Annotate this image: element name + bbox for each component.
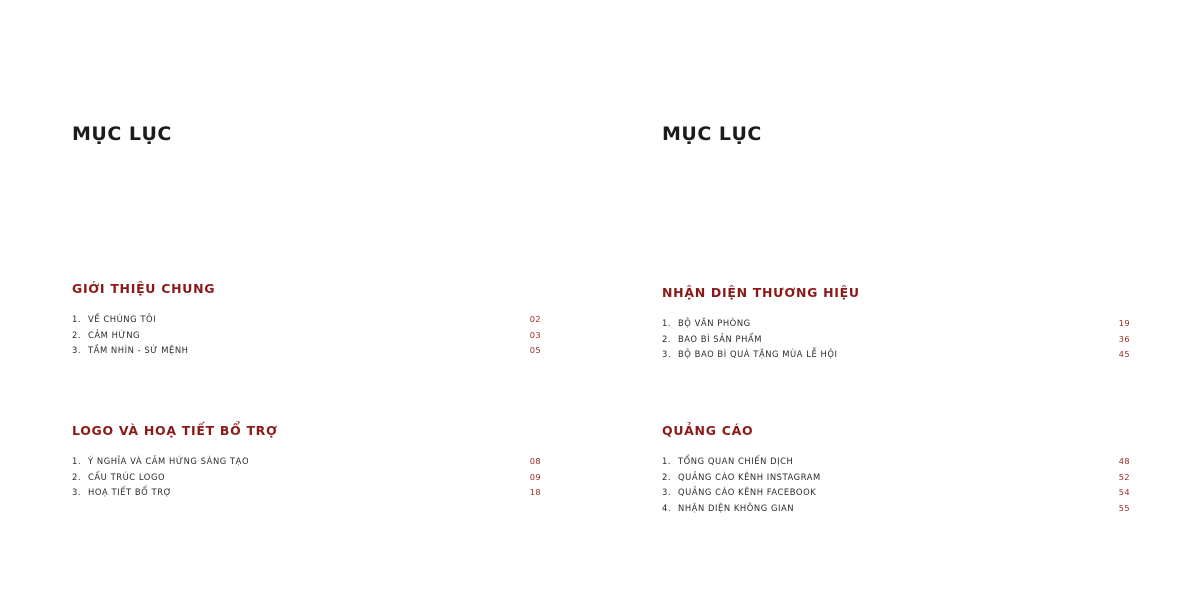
- entry-page-number: 36: [1118, 333, 1130, 344]
- toc-entry[interactable]: [662, 331, 1130, 347]
- entry-page-number: 52: [1118, 471, 1130, 482]
- toc-entry[interactable]: [662, 346, 1130, 362]
- entry-page-number: 08: [529, 455, 541, 466]
- toc-entry[interactable]: [72, 484, 541, 500]
- entry-number: 2.: [662, 471, 672, 482]
- entry-number: 2.: [662, 333, 672, 344]
- entry-page-number: 09: [529, 471, 541, 482]
- section-quang-cao: [662, 423, 1130, 516]
- section-heading: QUẢNG CÁO: [662, 423, 754, 438]
- entry-label: NHẬN DIỆN KHÔNG GIAN: [678, 502, 795, 513]
- toc-entry[interactable]: [72, 342, 541, 358]
- section-logo-hoa-tiet: [72, 423, 541, 500]
- entry-page-number: 02: [529, 313, 541, 324]
- entry-label: Ý NGHĨA VÀ CẢM HỨNG SÁNG TẠO: [88, 455, 250, 466]
- toc-entry[interactable]: [72, 327, 541, 343]
- entry-number: 1.: [72, 313, 82, 324]
- entry-label: TẦM NHÌN - SỨ MỆNH: [88, 345, 189, 356]
- entry-number: 3.: [72, 345, 82, 356]
- toc-entry[interactable]: [662, 469, 1130, 485]
- toc-entry[interactable]: [662, 453, 1130, 469]
- entry-number: 4.: [662, 502, 672, 513]
- entry-page-number: 55: [1118, 502, 1130, 513]
- section-nhan-dien-thuong-hieu: [662, 285, 1130, 362]
- right-page: [591, 0, 1182, 591]
- entry-page-number: 18: [529, 487, 541, 498]
- page-title: MỤC LỤC: [662, 123, 762, 145]
- entry-label: VỀ CHÚNG TÔI: [88, 313, 157, 324]
- toc-entry[interactable]: [662, 500, 1130, 516]
- toc-entry[interactable]: [72, 469, 541, 485]
- section-heading: LOGO VÀ HOẠ TIẾT BỔ TRỢ: [72, 423, 278, 438]
- entry-label: CẢM HỨNG: [88, 329, 141, 340]
- entry-number: 3.: [662, 487, 672, 498]
- entry-page-number: 05: [529, 345, 541, 356]
- entry-number: 2.: [72, 329, 82, 340]
- entry-page-number: 03: [529, 329, 541, 340]
- entry-label: HOẠ TIẾT BỔ TRỢ: [88, 487, 172, 498]
- entry-number: 1.: [662, 317, 672, 328]
- entry-page-number: 48: [1118, 455, 1130, 466]
- section-heading: GIỚI THIỆU CHUNG: [72, 281, 216, 296]
- entry-label: BỘ VĂN PHÒNG: [678, 317, 751, 328]
- entry-page-number: 19: [1118, 317, 1130, 328]
- entry-number: 2.: [72, 471, 82, 482]
- section-heading: NHẬN DIỆN THƯƠNG HIỆU: [662, 285, 860, 300]
- entry-page-number: 54: [1118, 487, 1130, 498]
- entry-label: TỔNG QUAN CHIẾN DỊCH: [678, 455, 794, 466]
- left-page: [0, 0, 591, 591]
- entry-number: 1.: [662, 455, 672, 466]
- page-title: MỤC LỤC: [72, 123, 172, 145]
- section-gioi-thieu-chung: [72, 281, 541, 358]
- toc-entry[interactable]: [662, 315, 1130, 331]
- entry-number: 3.: [72, 487, 82, 498]
- toc-entry[interactable]: [72, 453, 541, 469]
- entry-label: QUẢNG CÁO KÊNH FACEBOOK: [678, 487, 817, 498]
- entry-number: 3.: [662, 349, 672, 360]
- entry-label: QUẢNG CÁO KÊNH INSTAGRAM: [678, 471, 821, 482]
- entry-label: BAO BÌ SẢN PHẨM: [678, 333, 762, 344]
- entry-number: 1.: [72, 455, 82, 466]
- entry-label: BỘ BAO BÌ QUÀ TẶNG MÙA LỄ HỘI: [678, 349, 838, 360]
- entry-label: CẤU TRÚC LOGO: [88, 471, 166, 482]
- toc-entry[interactable]: [72, 311, 541, 327]
- toc-entry[interactable]: [662, 484, 1130, 500]
- entry-page-number: 45: [1118, 349, 1130, 360]
